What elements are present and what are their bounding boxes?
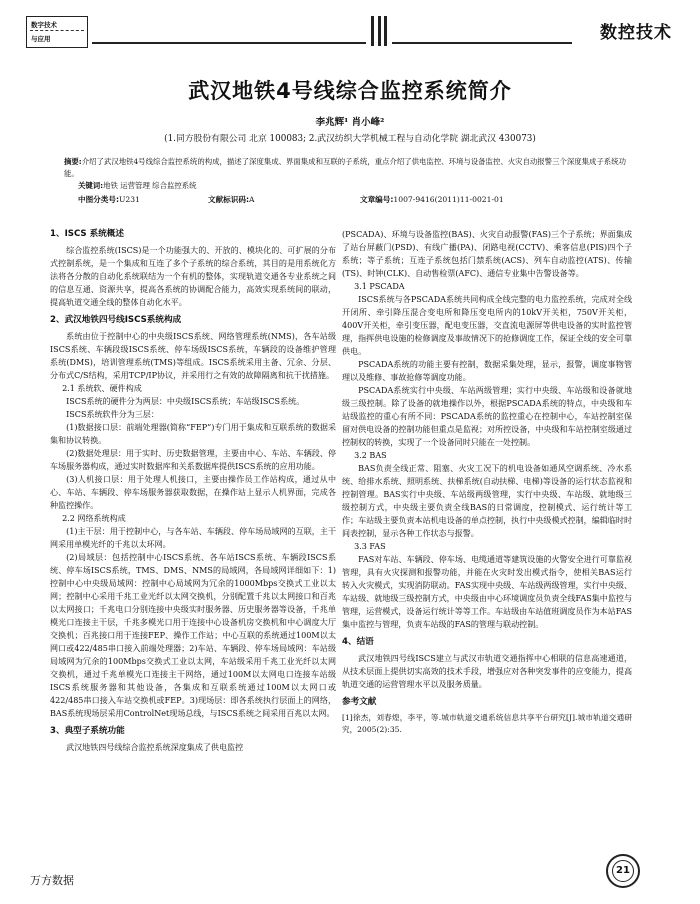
keywords-text: 地铁 运营管理 综合监控系统 bbox=[103, 181, 197, 190]
article-no-label: 文章编号: bbox=[360, 195, 394, 204]
clc-value: U231 bbox=[119, 195, 140, 204]
section-heading: 2、武汉地铁四号线ISCS系统构成 bbox=[50, 315, 182, 325]
subsection-heading: 2.2 网络系统构成 bbox=[62, 514, 126, 523]
section-heading: 1、ISCS 系统概述 bbox=[50, 229, 124, 239]
doc-code-label: 文献标识码: bbox=[208, 195, 250, 204]
abstract-text: 介绍了武汉地铁4号线综合监控系统的构成，描述了深度集成、界面集成和互联的子系统，重点介绍了供电监控、环境与设备监控、火灾自动报警三个深度集成子系统功能。 bbox=[64, 157, 626, 178]
body-paragraph: PSCADA系统实行中央级、车站两级管理；实行中央级、车站级和设备就地级三级控制。除了设备的就地操作以外，根据PSCADA系统的特点，中央级和车站级监控的重心有所不同：PSCADA系统的监控重心在控制中心，车站控制室保留对供电设备的控制功能但重点是监视；对所控设备，中央级和车站控制室级通过控制权的转换，实现了一个设备同时只能在一处控制。 bbox=[342, 386, 632, 447]
header-rule-left bbox=[92, 42, 366, 44]
header-bars-icon bbox=[371, 16, 387, 46]
body-paragraph: ISCS系统软件分为三层： bbox=[66, 410, 159, 419]
author-affiliation: (1.同方股份有限公司 北京 100083; 2.武汉纺织大学机械工程与自动化学院 湖北武汉 430073) bbox=[164, 134, 536, 144]
subsection-heading: 3.1 PSCADA bbox=[354, 282, 405, 291]
body-paragraph: (PSCADA)、环境与设备监控(BAS)、火灾自动报警(FAS)三个子系统；界面集成了站台屏蔽门(PSD)、有线广播(PA)、闭路电视(CCTV)、乘客信息(PIS)四个子系统；等子系统；互连子系统包括门禁系统(ACS)、列车自动监控(ATS)、传输(TS)、时钟(CLK)、自动售检票(AFC)、通信专业集中告警设备等。 bbox=[342, 230, 632, 278]
body-paragraph: ISCS系统的硬件分为两层：中央级ISCS系统；车站级ISCS系统。 bbox=[66, 397, 305, 406]
body-paragraph: BAS负责全线正常、阻塞、火灾工况下的机电设备如通风空调系统、冷水系统、给排水系统、照明系统、扶梯系统(自动扶梯、电梯)等设备的运行状态监视和控制管理。BAS实行中央级、车站级两级管理，实行中央级、车站级、就地级三级控制方式，中央级主要负责全线BAS的日常调度，控制模式、运行统计等工作；车站级主要负责本站机电设备的单点控制，执行中央级模式控制，编辑临时时间表控制，显示各种工作状态与报警。 bbox=[342, 464, 632, 538]
subsection-heading: 3.2 BAS bbox=[354, 451, 387, 460]
left-column bbox=[50, 228, 336, 754]
article-title: 武汉地铁4号线综合监控系统简介 bbox=[188, 79, 512, 103]
clc-label: 中图分类号: bbox=[78, 195, 120, 204]
section-heading: 参考文献 bbox=[342, 697, 377, 707]
body-paragraph: 武汉地铁四号线综合监控系统深度集成了供电监控 bbox=[66, 743, 244, 752]
header-rule-right bbox=[392, 42, 572, 44]
subsection-heading: 3.3 FAS bbox=[354, 542, 386, 551]
body-paragraph: 综合监控系统(ISCS)是一个功能强大的、开放的、模块化的、可扩展的分布式控制系统，是一个集成和互连了多个子系统的综合系统，其目的是用系统化方法将各分散的自动化系统联结为一个有机的整体，实现轨道交通各专业系统之间的信息互通、资源共享，提高各系统的协调配合能力，高效实现系统间的联动，提高轨道交通全线的整体自动化水平。 bbox=[50, 246, 336, 307]
page-number: 21 bbox=[612, 860, 634, 882]
body-paragraph: FAS对车站、车辆段、停车场、电缆通道等建筑设施的火警安全进行可靠监视管理，具有火灾探测和报警功能，并能在火灾时发出模式指令，使相关BAS运行转入火灾模式，实现消防联动。FAS实现中央级、车站级两级管理，实行中央级、车站级、就地级三级控制方式，中央级由中心环境调度员负责全线FAS集中监控与管理，运营模式，设备运行统计等等工作。车站级由车站值班调度员作为本站FAS集中监控与管理，负责车站级的FAS的管理与联动控制。 bbox=[342, 555, 632, 629]
body-paragraph: (1)数据接口层：前端处理器(简称“FEP”)专门用于集成和互联系统的数据采集和协议转换。 bbox=[50, 423, 336, 445]
logo-dotted-divider bbox=[30, 30, 84, 31]
journal-logo bbox=[26, 16, 88, 48]
body-paragraph: (1)主干层：用于控制中心，与各车站、车辆段、停车场局域网的互联，主干网采用单模光纤的千兆以太环网。 bbox=[50, 527, 336, 549]
doc-code-value: A bbox=[249, 195, 255, 204]
keywords-label: 关键词: bbox=[78, 181, 104, 190]
body-paragraph: ISCS系统与各PSCADA系统共同构成全线完整的电力监控系统，完成对全线开闭所、牵引降压混合变电所和降压变电所内的10kV开关柜，750V开关柜，400V开关柜，牵引变压器，配电变压器，交直流电源屏等供电设备的实时监控管理，指挥供电设施的检修调度及事故情况下的抢修调度工作，保证全线的安全可靠供电。 bbox=[342, 295, 632, 356]
body-paragraph: (2)局域层：包括控制中心ISCS系统、各车站ISCS系统、车辆段ISCS系统、停车场ISCS系统，TMS、DMS、NMS的局域网，各局域网详细如下：1)控制中心中央级局域网：控制中心局域网为冗余的1000Mbps交换式工业以太网；控制中心采用千兆工业光纤以太网交换机，分别配置千兆以太网接口和百兆以太网接口；千兆电口分别连接中央级实时服务器、历史服务器等设备，千兆单模光口连接主干层，千兆多模光口用于连接中心设备机房交换机和中心调度大厅交换机；百兆接口用于连接FEP、操作工作站；中心互联的系统通过100M以太网口或422/485串口接入前端处理器；2)车站、车辆段、停车场局域网：车站级局域网为冗余的100Mbps交换式工业以太网，车站级采用千兆工业光纤以太网交换机，通过千兆单模光口连接主干网络，通过100M以太网电口连接车站级ISCS系统服务器和其他设备，各集成和互联系统通过100M以太网口或422/485串口接入车站交换机或FEP。3)现场层：即各系统执行层面上的网络，BAS系统现场层采用ControlNet现场总线，与ISCS系统之间采用百兆以太网。 bbox=[50, 553, 336, 718]
right-column bbox=[342, 228, 632, 736]
body-paragraph: (3)人机接口层：用于处理人机接口，主要由操作员工作站构成，通过从中心、车站、车辆段、停车场服务器获取数据，在操作站上显示人机界面，完成各种监控操作。 bbox=[50, 475, 336, 510]
abstract-block bbox=[64, 156, 638, 192]
reference-entry: [1]徐杰，刘春煌，李平，等.城市轨道交通系统信息共享平台研究[J].城市轨道交通研究，2005(2):35. bbox=[342, 713, 632, 734]
footer-source: 万方数据 bbox=[30, 874, 74, 887]
journal-header bbox=[26, 12, 674, 52]
section-title: 数控技术 bbox=[600, 23, 672, 43]
logo-line1: 数字技术 bbox=[31, 21, 57, 29]
section-heading: 4、结语 bbox=[342, 637, 374, 647]
article-authors: 李兆辉¹ 肖小峰² bbox=[315, 117, 385, 128]
abstract-label: 摘要: bbox=[64, 157, 82, 166]
section-heading: 3、典型子系统功能 bbox=[50, 726, 125, 736]
body-paragraph: 系统由位于控制中心的中央级ISCS系统、网络管理系统(NMS)，各车站级ISCS系统、车辆段级ISCS系统、停车场级ISCS系统，车辆段的设备维护管理系统(DMS)，培训管理系统(TMS)等组成。ISCS系统采用主备、冗余、分层、分布式C/S结构，采用TCP/IP协议，并采用行之有效的故障隔离和抗干扰措施。 bbox=[50, 332, 336, 380]
body-paragraph: PSCADA系统的功能主要有控制，数据采集处理，显示，报警，调度事物管理以及维修、事故抢修等调度功能。 bbox=[342, 360, 632, 382]
logo-line2: 与应用 bbox=[31, 35, 51, 43]
article-no-value: 1007-9416(2011)11-0021-01 bbox=[393, 195, 504, 204]
body-paragraph: (2)数据处理层：用于实时、历史数据管理，主要由中心、车站、车辆段、停车场服务器构成，通过实时数据库和关系数据库提供ISCS系统的应用功能。 bbox=[50, 449, 336, 471]
page-number-seal bbox=[606, 854, 640, 888]
body-paragraph: 武汉地铁四号线ISCS建立与武汉市轨道交通指挥中心相联的信息高速通道，从技术层面上提供切实高效的技术手段，增强应对各种突发事件的应变能力，提高轨道交通的运营管理水平以及服务质量。 bbox=[342, 654, 632, 689]
subsection-heading: 2.1 系统软、硬件构成 bbox=[62, 384, 142, 393]
